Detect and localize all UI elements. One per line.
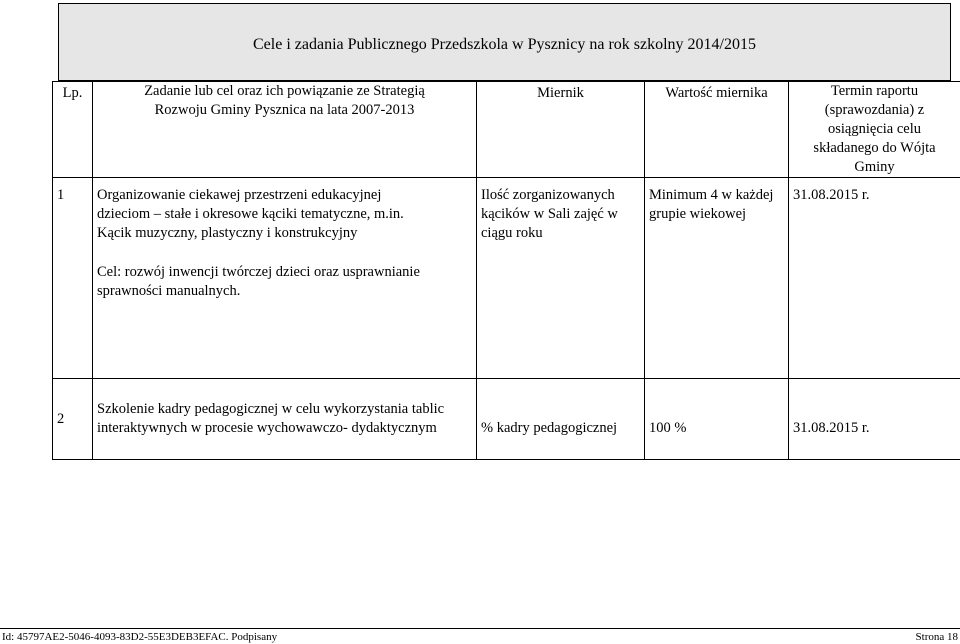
goals-table <box>52 81 960 460</box>
row-task: Szkolenie kadry pedagogicznej w celu wykorzystania tablic interaktywnych w procesie wychowawczo- dydaktycznym <box>93 379 477 460</box>
page-title: Cele i zadania Publicznego Przedszkola w Pysznicy na rok szkolny 2014/2015 <box>58 36 951 54</box>
row-measure: Ilość zorganizowanych kącików w Sali zajęć w ciągu roku <box>477 178 645 379</box>
row-lp: 1 <box>53 178 93 379</box>
row-measure: % kadry pedagogicznej <box>477 379 645 460</box>
header-lp: Lp. <box>53 82 93 178</box>
table-header-row <box>53 82 960 178</box>
page-number: Strona 18 <box>916 630 958 644</box>
row-deadline: 31.08.2015 r. <box>789 379 960 460</box>
row-task: Organizowanie ciekawej przestrzeni edukacyjnej dzieciom – stałe i okresowe kąciki tematyczne, m.in. Kącik muzyczny, plastyczny i konstrukcyjny Cel: rozwój inwencji twórczej dzieci oraz usprawnianie sprawności manualnych. <box>93 178 477 379</box>
row-lp: 2 <box>53 379 93 460</box>
header-task: Zadanie lub cel oraz ich powiązanie ze Strategią Rozwoju Gminy Pysznica na lata 2007-2013 <box>93 82 477 178</box>
row-deadline: 31.08.2015 r. <box>789 178 960 379</box>
header-measure: Miernik <box>477 82 645 178</box>
table-row <box>53 379 960 460</box>
row-value: Minimum 4 w każdej grupie wiekowej <box>645 178 789 379</box>
header-value: Wartość miernika <box>645 82 789 178</box>
row-goal: Cel: rozwój inwencji twórczej dzieci oraz usprawnianie sprawności manualnych. <box>93 245 441 303</box>
document-id: Id: 45797AE2-5046-4093-83D2-55E3DEB3EFAC. Podpisany <box>2 630 277 644</box>
page-footer <box>0 628 960 644</box>
row-value: 100 % <box>645 379 789 460</box>
table-row <box>53 178 960 379</box>
header-deadline: Termin raportu (sprawozdania) z osiągnięcia celu składanego do Wójta Gminy <box>789 82 960 178</box>
